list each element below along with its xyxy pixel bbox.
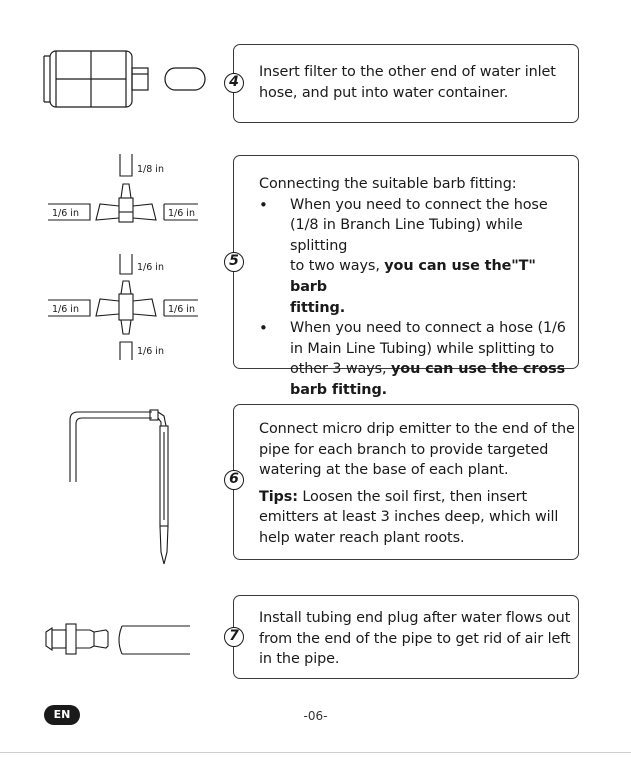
bullet-cross-bold-2: barb fitting.	[290, 381, 388, 398]
step-5-bullets	[259, 195, 575, 401]
step-7-line-3: in the pipe.	[259, 651, 340, 668]
step-6-tips-line-2: emitters at least 3 inches deep, which will	[259, 509, 559, 526]
step-5-bullet-t	[259, 195, 575, 319]
page-number: -06-	[303, 709, 328, 723]
step-4-line-1: Insert filter to the other end of water inlet	[259, 64, 556, 80]
bullet-t-bold-2: fitting.	[290, 299, 346, 316]
step-6-box	[233, 404, 579, 560]
bottom-divider	[0, 752, 631, 753]
step-4-box	[233, 44, 579, 123]
t-top-label: 1/8 in	[137, 164, 164, 175]
cross-bottom-label: 1/6 in	[137, 346, 164, 357]
step-4-number: 4	[224, 73, 244, 93]
step-5-number: 5	[224, 252, 244, 272]
step-7-box	[233, 595, 579, 679]
step-6-line-3: watering at the base of each plant.	[259, 462, 509, 479]
step-7-number: 7	[224, 627, 244, 647]
step-5-intro: Connecting the suitable barb fitting:	[259, 176, 517, 192]
filter-illustration	[40, 46, 210, 116]
barb-fittings-illustration	[40, 148, 210, 368]
bullet-cross-bold-1: you can use the cross	[391, 361, 566, 378]
step-6-number: 6	[224, 470, 244, 490]
step-4-line-2: hose, and put into water container.	[259, 84, 509, 101]
tips-first: Loosen the soil first, then insert	[297, 488, 528, 505]
t-right-label: 1/6 in	[168, 208, 195, 219]
bullet-cross-line-2: in Main Line Tubing) while splitting to	[290, 340, 555, 357]
cross-left-label: 1/6 in	[52, 304, 79, 315]
step-5-bullet-cross	[259, 318, 575, 400]
cross-top-label: 1/6 in	[137, 262, 164, 273]
step-6-line-2: pipe for each branch to provide targeted	[259, 441, 549, 458]
bullet-cross-line-1: When you need to connect a hose (1/6	[290, 320, 566, 337]
bullet-t-bold-1: you can use the"T" barb	[290, 258, 536, 295]
step-7-line-1: Install tubing end plug after water flows out	[259, 610, 571, 626]
drip-emitter-illustration	[60, 402, 190, 572]
cross-right-label: 1/6 in	[168, 304, 195, 315]
end-plug-illustration	[40, 618, 210, 662]
bullet-t-line-2: (1/8 in Branch Line Tubing) while splitting	[290, 217, 523, 254]
language-badge: EN	[44, 705, 80, 725]
step-6-tips-line-1	[259, 487, 575, 508]
step-6-line-1: Connect micro drip emitter to the end of the	[259, 421, 575, 437]
step-5-box	[233, 155, 579, 398]
step-7-line-2: from the end of the pipe to get rid of air left	[259, 630, 571, 647]
bullet-t-line-3: to two ways,	[290, 258, 385, 275]
t-left-label: 1/6 in	[52, 208, 79, 219]
tips-label: Tips:	[259, 488, 298, 505]
bullet-t-line-1: When you need to connect the hose	[290, 196, 548, 213]
step-6-tips-line-3: help water reach plant roots.	[259, 529, 465, 546]
bullet-cross-line-3: other 3 ways,	[290, 361, 391, 378]
